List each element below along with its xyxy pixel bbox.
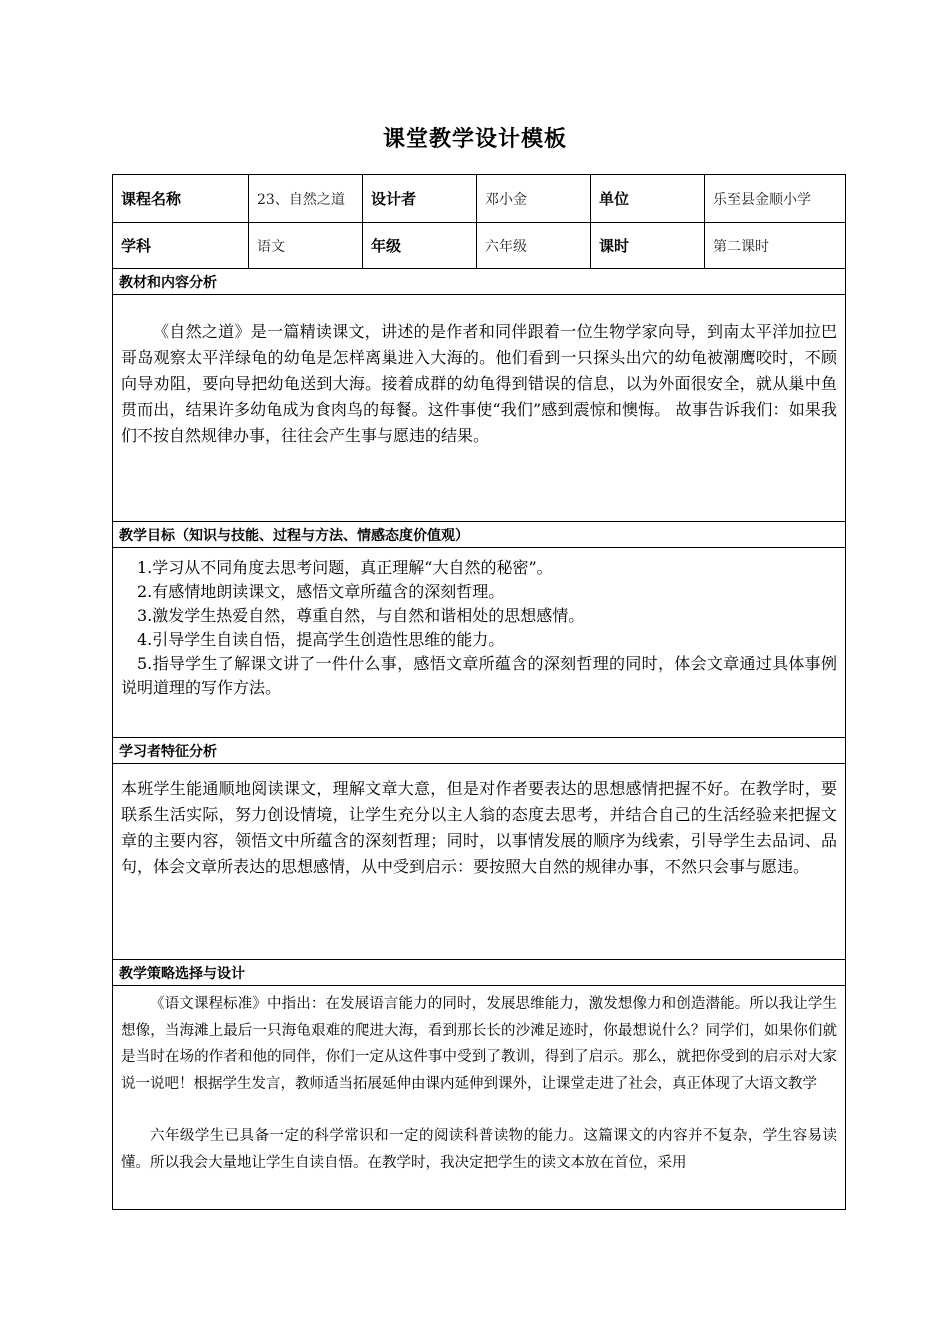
- analysis-content: [113, 295, 846, 522]
- period-value: 第二课时: [705, 223, 846, 269]
- course-name-value: 23、自然之道: [249, 175, 363, 223]
- info-row-2: [113, 223, 846, 269]
- unit-label: 单位: [591, 175, 705, 223]
- strategy-heading: 教学策略选择与设计: [113, 960, 846, 986]
- grade-label: 年级: [363, 223, 477, 269]
- goal-item: 4.引导学生自读自悟，提高学生创造性思维的能力。: [137, 630, 505, 649]
- strategy-paragraph-2: 六年级学生已具备一定的科学常识和一定的阅读科普读物的能力。这篇课文的内容并不复杂，学生容易读懂。所以我会大量地让学生自读自悟。在教学时，我决定把学生的读文本放在首位，采用: [121, 1128, 837, 1171]
- grade-value: 六年级: [477, 223, 591, 269]
- course-name-label: 课程名称: [113, 175, 249, 223]
- goal-item: 2.有感情地朗读课文，感悟文章所蕴含的深刻哲理。: [137, 582, 505, 601]
- learners-heading: 学习者特征分析: [113, 738, 846, 764]
- strategy-content: [113, 986, 846, 1210]
- analysis-text: 《自然之道》是一篇精读课文，讲述的是作者和同伴跟着一位生物学家向导，到南太平洋加拉巴哥岛观察太平洋绿龟的幼龟是怎样离巢进入大海的。他们看到一只探头出穴的幼龟被潮鹰咬时，不顾向导劝阻，要向导把幼龟送到大海。接着成群的幼龟得到错误的信息，以为外面很安全，就从巢中鱼贯而出，结果许多幼龟成为食肉鸟的每餐。这件事使“我们”感到震惊和懊悔。 故事告诉我们：如果我们不按自然规律办事，往往会产生事与愿违的结果。: [121, 322, 837, 445]
- strategy-paragraph-1: 《语文课程标准》中指出：在发展语言能力的同时，发展思维能力，激发想像力和创造潜能。所以我让学生想像，当海滩上最后一只海龟艰难的爬进大海，看到那长长的沙滩足迹时，你最想说什么？同学们，如果你们就是当时在场的作者和他的同伴，你们一定从这件事中受到了教训，得到了启示。那么，就把你受到的启示对大家说一说吧！根据学生发言，教师适当拓展延伸由课内延伸到课外，让课堂走进了社会，真正体现了大语文教学: [121, 996, 837, 1092]
- info-row-1: [113, 175, 846, 223]
- unit-value: 乐至县金顺小学: [705, 175, 846, 223]
- goals-heading: 教学目标（知识与技能、过程与方法、情感态度价值观）: [113, 522, 846, 548]
- subject-label: 学科: [113, 223, 249, 269]
- goal-item: 1.学习从不同角度去思考问题，真正理解“大自然的秘密”。: [137, 558, 553, 577]
- learners-text: 本班学生能通顺地阅读课文，理解文章大意，但是对作者要表达的思想感情把握不好。在教学时，要联系生活实际，努力创设情境，让学生充分以主人翁的态度去思考，并结合自己的生活经验来把握文章的主要内容，领悟文中所蕴含的深刻哲理；同时，以事情发展的顺序为线索，引导学生去品词、品句，体会文章所表达的思想感情，从中受到启示：要按照大自然的规律办事，不然只会事与愿违。: [121, 779, 837, 876]
- goal-item: 5.指导学生了解课文讲了一件什么事，感悟文章所蕴含的深刻哲理的同时，体会文章通过具体事例说明道理的写作方法。: [121, 654, 837, 697]
- learners-content: [113, 764, 846, 960]
- goals-content: [113, 548, 846, 738]
- designer-value: 邓小金: [477, 175, 591, 223]
- designer-label: 设计者: [363, 175, 477, 223]
- goal-item: 3.激发学生热爱自然，尊重自然，与自然和谐相处的思想感情。: [137, 606, 585, 625]
- subject-value: 语文: [249, 223, 363, 269]
- lesson-plan-table: [112, 174, 846, 1210]
- period-label: 课时: [591, 223, 705, 269]
- analysis-heading: 教材和内容分析: [113, 269, 846, 295]
- page-title: 课堂教学设计模板: [382, 127, 567, 152]
